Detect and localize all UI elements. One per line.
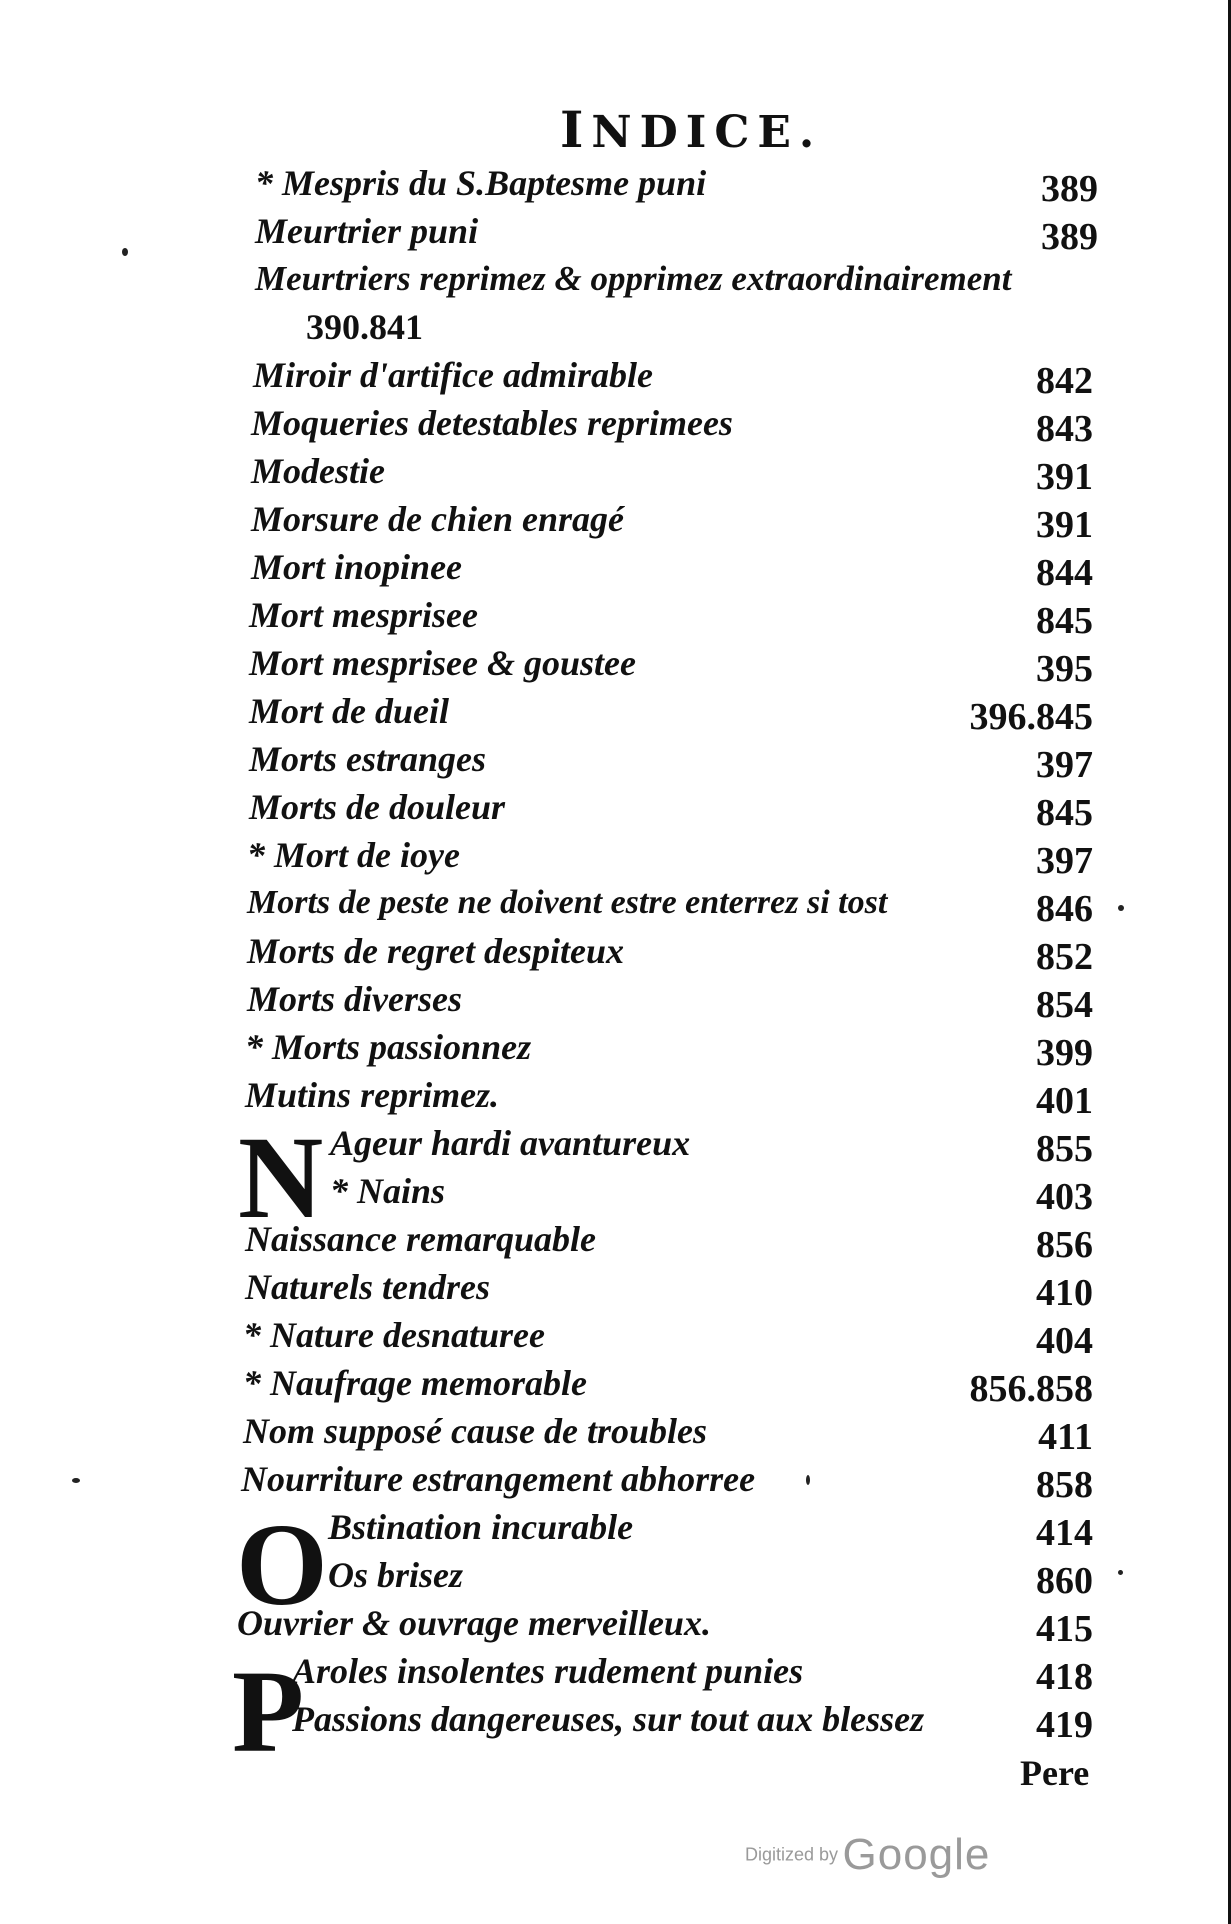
header-rest: NDICE. bbox=[591, 107, 823, 158]
entry-page: 842 bbox=[1036, 360, 1093, 402]
entry-text: Modestie bbox=[251, 451, 385, 491]
entry-page: 419 bbox=[1036, 1704, 1093, 1746]
entry-page: 845 bbox=[1036, 792, 1093, 834]
ink-speck bbox=[1118, 1570, 1123, 1575]
ink-speck bbox=[122, 248, 128, 256]
entry-text: * Mort de ioye bbox=[247, 835, 460, 875]
entry-page: 856.858 bbox=[969, 1368, 1093, 1410]
entry-page: 395 bbox=[1036, 648, 1093, 690]
entry-page: 404 bbox=[1036, 1320, 1093, 1362]
dropcap-p: P bbox=[232, 1646, 305, 1777]
entry-page: 843 bbox=[1036, 408, 1093, 450]
entry-text: Morsure de chien enragé bbox=[251, 499, 625, 539]
entry-page: 418 bbox=[1036, 1656, 1093, 1698]
header-capital: I bbox=[560, 100, 592, 159]
entry-page: 415 bbox=[1036, 1608, 1093, 1650]
entry-page: 858 bbox=[1036, 1464, 1093, 1506]
entry-text: Meurtrier puni bbox=[255, 211, 479, 251]
entry-page: 391 bbox=[1036, 504, 1093, 546]
dropcap-o: O bbox=[236, 1499, 328, 1630]
entry-text: Mort mesprisee bbox=[249, 595, 478, 635]
entry-text: Nourriture estrangement abhorree bbox=[241, 1459, 756, 1499]
entry-page: 410 bbox=[1036, 1272, 1093, 1314]
entry-text: * Naufrage memorable bbox=[243, 1363, 587, 1403]
entry-text: Bstination incurable bbox=[328, 1507, 634, 1547]
entry-text: Mort inopinee bbox=[251, 547, 463, 587]
page-header bbox=[560, 100, 822, 159]
entry-text: Mutins reprimez. bbox=[245, 1075, 500, 1115]
entry-text: Morts de douleur bbox=[249, 787, 506, 827]
entry-page: 852 bbox=[1036, 936, 1093, 978]
entry-text: * Morts passionnez bbox=[245, 1027, 532, 1067]
entry-page: 396.845 bbox=[969, 696, 1093, 738]
entry-page: 397 bbox=[1036, 840, 1093, 882]
ink-speck bbox=[72, 1478, 80, 1483]
entry-text: Mort de dueil bbox=[249, 691, 450, 731]
entry-page: 403 bbox=[1036, 1176, 1093, 1218]
entry-text: Naissance remarquable bbox=[245, 1219, 596, 1259]
entry-text: Ouvrier & ouvrage merveilleux. bbox=[237, 1603, 711, 1643]
entry-page: 389 bbox=[1041, 216, 1098, 258]
entry-text: Os brisez bbox=[328, 1555, 464, 1595]
entry-text: Morts de peste ne doivent estre enterrez si tost bbox=[247, 884, 888, 921]
entry-text: Passions dangereuses, sur tout aux blessez bbox=[292, 1699, 925, 1739]
entry-text: Naturels tendres bbox=[245, 1267, 491, 1307]
entry-text: Morts diverses bbox=[247, 979, 462, 1019]
entry-page: 856 bbox=[1036, 1224, 1093, 1266]
entry-text: Aroles insolentes rudement punies bbox=[292, 1651, 804, 1691]
entry-text: Ageur hardi avantureux bbox=[330, 1123, 691, 1163]
entry-page: 844 bbox=[1036, 552, 1093, 594]
entry-page: 401 bbox=[1036, 1080, 1093, 1122]
entry-page: 854 bbox=[1036, 984, 1093, 1026]
watermark bbox=[745, 1830, 990, 1880]
catchword: Pere bbox=[1020, 1753, 1090, 1793]
entry-page: 846 bbox=[1036, 888, 1093, 930]
entry-page: 860 bbox=[1036, 1560, 1093, 1602]
entry-page: 414 bbox=[1036, 1512, 1093, 1554]
entry-text: Mort mesprisee & goustee bbox=[249, 643, 636, 683]
entry-page: 855 bbox=[1036, 1128, 1093, 1170]
entry-text: * Nature desnaturee bbox=[243, 1315, 546, 1355]
entry-text: Nom supposé cause de troubles bbox=[243, 1411, 708, 1451]
entry-page: 411 bbox=[1038, 1416, 1093, 1458]
entry-page: 397 bbox=[1036, 744, 1093, 786]
watermark-logo: Google bbox=[842, 1830, 991, 1879]
entry-page: 845 bbox=[1036, 600, 1093, 642]
entry-page: 399 bbox=[1036, 1032, 1093, 1074]
entry-text: 390.841 bbox=[306, 307, 423, 347]
entry-text: * Mespris du S.Baptesme puni bbox=[255, 163, 707, 203]
entry-text: Miroir d'artifice admirable bbox=[253, 355, 653, 395]
entry-text: Moqueries detestables reprimees bbox=[251, 403, 733, 443]
watermark-small: Digitized by bbox=[745, 1844, 839, 1865]
entry-page: 389 bbox=[1041, 168, 1098, 210]
entry-page: 391 bbox=[1036, 456, 1093, 498]
entry-text: Meurtriers reprimez & opprimez extraordinairement bbox=[255, 259, 1012, 298]
ink-speck bbox=[1118, 905, 1124, 911]
entry-text: Morts estranges bbox=[249, 739, 487, 779]
entry-text: Morts de regret despiteux bbox=[247, 931, 624, 971]
entry-text: * Nains bbox=[330, 1171, 446, 1211]
dropcap-n: N bbox=[238, 1112, 324, 1243]
ink-speck bbox=[806, 1475, 810, 1485]
